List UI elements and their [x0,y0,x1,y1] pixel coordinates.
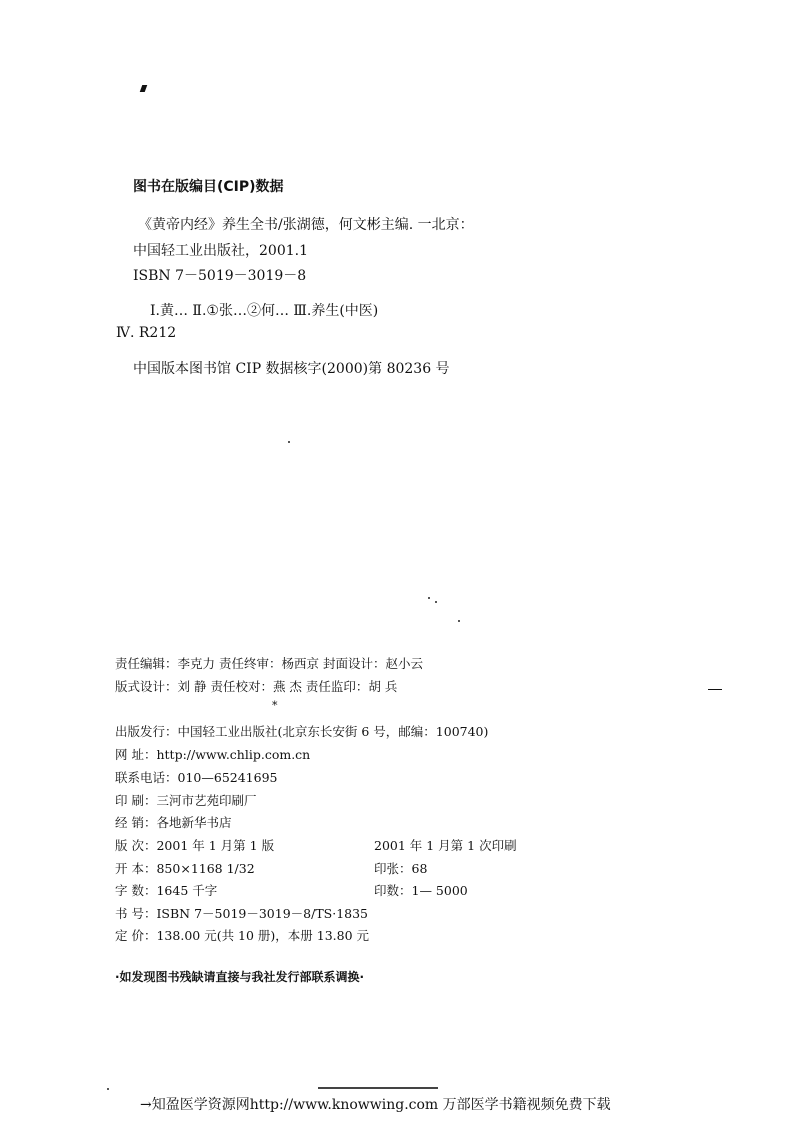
word-count-label: 字 数： [115,883,157,898]
website-row [115,745,310,763]
edition-value: 2001 年 1 月第 1 版 [156,838,275,853]
cip-subject-line: Ⅰ.黄… Ⅱ.①张…②何… Ⅲ.养生(中医) [150,303,379,319]
cip-title-line: 《黄帝内经》养生全书/张湖德，何文彬主编. 一北京： [138,217,474,233]
publisher-label: 出版发行： [115,724,178,739]
scan-mark [140,85,148,92]
printer-label: 印 刷： [115,793,157,808]
scan-speck [458,620,460,622]
website-value: http://www.chlip.com.cn [156,747,311,762]
copies-value: 印数：1— 5000 [374,883,468,898]
scan-mark [708,689,722,690]
scan-speck [435,601,437,603]
sheets-value: 印张：68 [374,861,428,876]
price-row [115,926,369,944]
isbn-row [115,904,368,922]
cip-record-line: 中国版本图书馆 CIP 数据核字(2000)第 80236 号 [133,361,450,377]
distributor-value: 各地新华书店 [156,815,232,830]
edition-row [115,836,274,854]
scan-speck [288,441,290,443]
format-row [115,859,255,877]
word-count-value: 1645 千字 [156,883,218,898]
scan-speck [428,597,430,599]
printer-value: 三河市艺苑印刷厂 [156,793,257,808]
cip-publisher-line: 中国轻工业出版社，2001.1 [133,243,308,259]
distributor-row [115,813,232,831]
phone-row [115,768,278,786]
defect-notice: ·如发现图书残缺请直接与我社发行部联系调换· [115,970,365,984]
cip-class-line: Ⅳ. R212 [116,325,177,341]
cip-heading: 图书在版编目(CIP)数据 [133,179,284,195]
phone-label: 联系电话： [115,770,178,785]
scan-speck [107,1088,109,1090]
publisher-row [115,722,488,740]
isbn-value: ISBN 7－5019－3019－8/TS·1835 [156,906,369,921]
format-label: 开 本： [115,861,157,876]
publisher-value: 中国轻工业出版社(北京东长安街 6 号，邮编：100740) [177,724,489,739]
staff-row-1: 责任编辑：李克力 责任终审：杨西京 封面设计：赵小云 [115,656,423,671]
printer-row [115,791,257,809]
staff-row-2: 版式设计：刘 静 责任校对：燕 杰 责任监印：胡 兵 [115,679,398,694]
scan-mark [318,1087,438,1089]
footer-watermark-link[interactable]: →知盈医学资源网http://www.knowwing.com 万部医学书籍视频免费下载 [140,1097,611,1113]
format-value: 850×1168 1/32 [156,861,255,876]
word-count-row [115,881,217,899]
distributor-label: 经 销： [115,815,157,830]
print-run-date: 2001 年 1 月第 1 次印刷 [374,838,517,853]
separator-star: * [272,699,278,712]
website-label: 网 址： [115,747,157,762]
phone-value: 010—65241695 [177,770,278,785]
cip-isbn-line: ISBN 7－5019－3019－8 [133,268,307,284]
isbn-label: 书 号： [115,906,157,921]
price-value: 138.00 元(共 10 册)，本册 13.80 元 [156,928,370,943]
price-label: 定 价： [115,928,157,943]
edition-label: 版 次： [115,838,157,853]
